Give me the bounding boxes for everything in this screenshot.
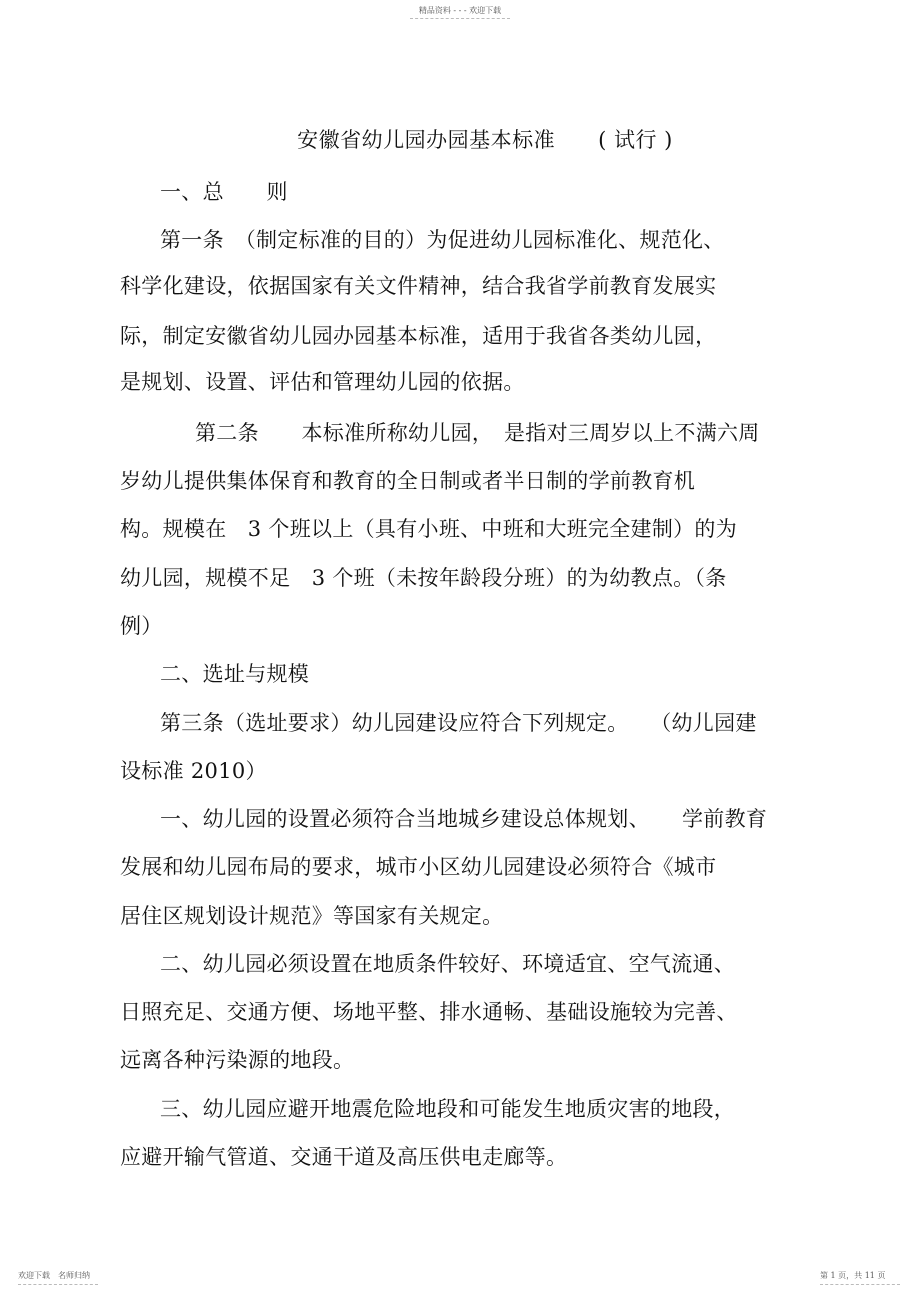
article-2-line-5: 例） [120, 614, 163, 638]
clause-3-line-1: 三、幼儿园应避开地震危险地段和可能发生地质灾害的地段， [160, 1097, 736, 1121]
footer-right-divider [820, 1284, 900, 1285]
clause-2-line-1: 二、幼儿园必须设置在地质条件较好、环境适宜、空气流通、 [160, 952, 736, 976]
page-number: 第 1 页，共 11 页 [820, 1271, 886, 1280]
header-divider [410, 18, 510, 19]
article-3-line-2: 设标准 2010） [120, 759, 267, 783]
article-2-line-3: 构。规模在 3 个班以上（具有小班、中班和大班完全建制）的为 [120, 517, 738, 541]
article-2-line-4: 幼儿园，规模不足 3 个班（未按年龄段分班）的为幼教点。（条 [120, 566, 727, 590]
article-1-line-3: 际，制定安徽省幼儿园办园基本标准，适用于我省各类幼儿园， [120, 324, 717, 348]
clause-2-line-3: 远离各种污染源的地段。 [120, 1048, 355, 1072]
clause-2-line-2: 日照充足、交通方便、场地平整、排水通畅、基础设施较为完善、 [120, 1000, 738, 1024]
document-title: 安徽省幼儿园办园基本标准 ( 试行 ) [297, 128, 673, 152]
article-2-line-2: 岁幼儿提供集体保育和教育的全日制或者半日制的学前教育机 [120, 469, 696, 493]
page-header: 精品资料 - - - 欢迎下载 [418, 6, 502, 15]
article-3-line-1: 第三条（选址要求）幼儿园建设应符合下列规定。 （幼儿园建 [160, 711, 757, 735]
clause-1-line-3: 居住区规划设计规范》等国家有关规定。 [120, 904, 504, 928]
article-1-line-1: 第一条 （制定标准的目的）为促进幼儿园标准化、规范化、 [160, 228, 725, 252]
article-1-line-4: 是规划、设置、评估和管理幼儿园的依据。 [120, 370, 525, 394]
clause-1-line-2: 发展和幼儿园布局的要求，城市小区幼儿园建设必须符合《城市 [120, 855, 717, 879]
article-2-line-1: 第二条 本标准所称幼儿园， 是指对三周岁以上不满六周 [195, 421, 760, 445]
clause-1-line-1: 一、幼儿园的设置必须符合当地城乡建设总体规划、 学前教育 [160, 807, 768, 831]
section-heading-general: 一、总 则 [160, 180, 288, 204]
footer-left-text: 欢迎下载 名师归纳 [18, 1271, 90, 1280]
clause-3-line-2: 应避开输气管道、交通干道及高压供电走廊等。 [120, 1145, 568, 1169]
section-heading-site: 二、选址与规模 [160, 662, 310, 686]
footer-left-divider [18, 1284, 98, 1285]
article-1-line-2: 科学化建设，依据国家有关文件精神，结合我省学前教育发展实 [120, 274, 717, 298]
